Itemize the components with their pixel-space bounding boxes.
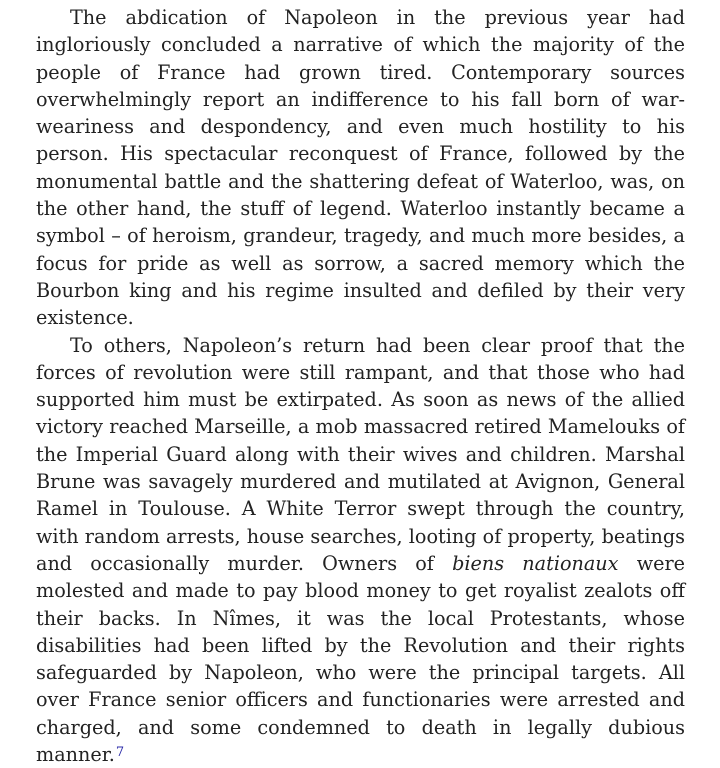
paragraph-text-part2: were molested and made to pay blood money to get royalist zealots off their backs. In Nîmes, it was the local Protestants, whose disabilities had been lifted by the Revolution and their rights safeguarded by Napoleon, who were the principal targets. All over France senior officers and functionaries were arrested and charged, and some condemned to death in legally dubious manner. — [36, 551, 685, 767]
footnote-reference-link[interactable]: 7 — [115, 745, 125, 761]
paragraph-white-terror — [36, 332, 685, 768]
italic-phrase: biens nationaux — [452, 551, 619, 575]
paragraph-napoleon-abdication: The abdication of Napoleon in the previous year had ingloriously concluded a narrative of which the majority of the people of France had grown tired. Contemporary sources overwhelmingly report an indifference to his fall born of war-weariness and despondency, and even much hostility to his person. His spectacular reconquest of France, followed by the monumental battle and the shattering defeat of Waterloo, was, on the other hand, the stuff of legend. Waterloo instantly became a symbol – of heroism, grandeur, tragedy, and much more besides, a focus for pride as well as sorrow, a sacred memory which the Bourbon king and his regime insulted and defiled by their very existence. — [36, 6, 685, 330]
paragraph-text-part1: To others, Napoleon’s return had been clear proof that the forces of revolution were still rampant, and that those who had supported him must be extirpated. As soon as news of the allied victory reached Marseille, a mob massacred retired Mamelouks of the Imperial Guard along with their wives and children. Marshal Brune was savagely murdered and mutilated at Avignon, General Ramel in Toulouse. A White Terror swept through the country, with random arrests, house searches, looting of property, beatings and occasionally murder. Owners of — [36, 333, 685, 575]
